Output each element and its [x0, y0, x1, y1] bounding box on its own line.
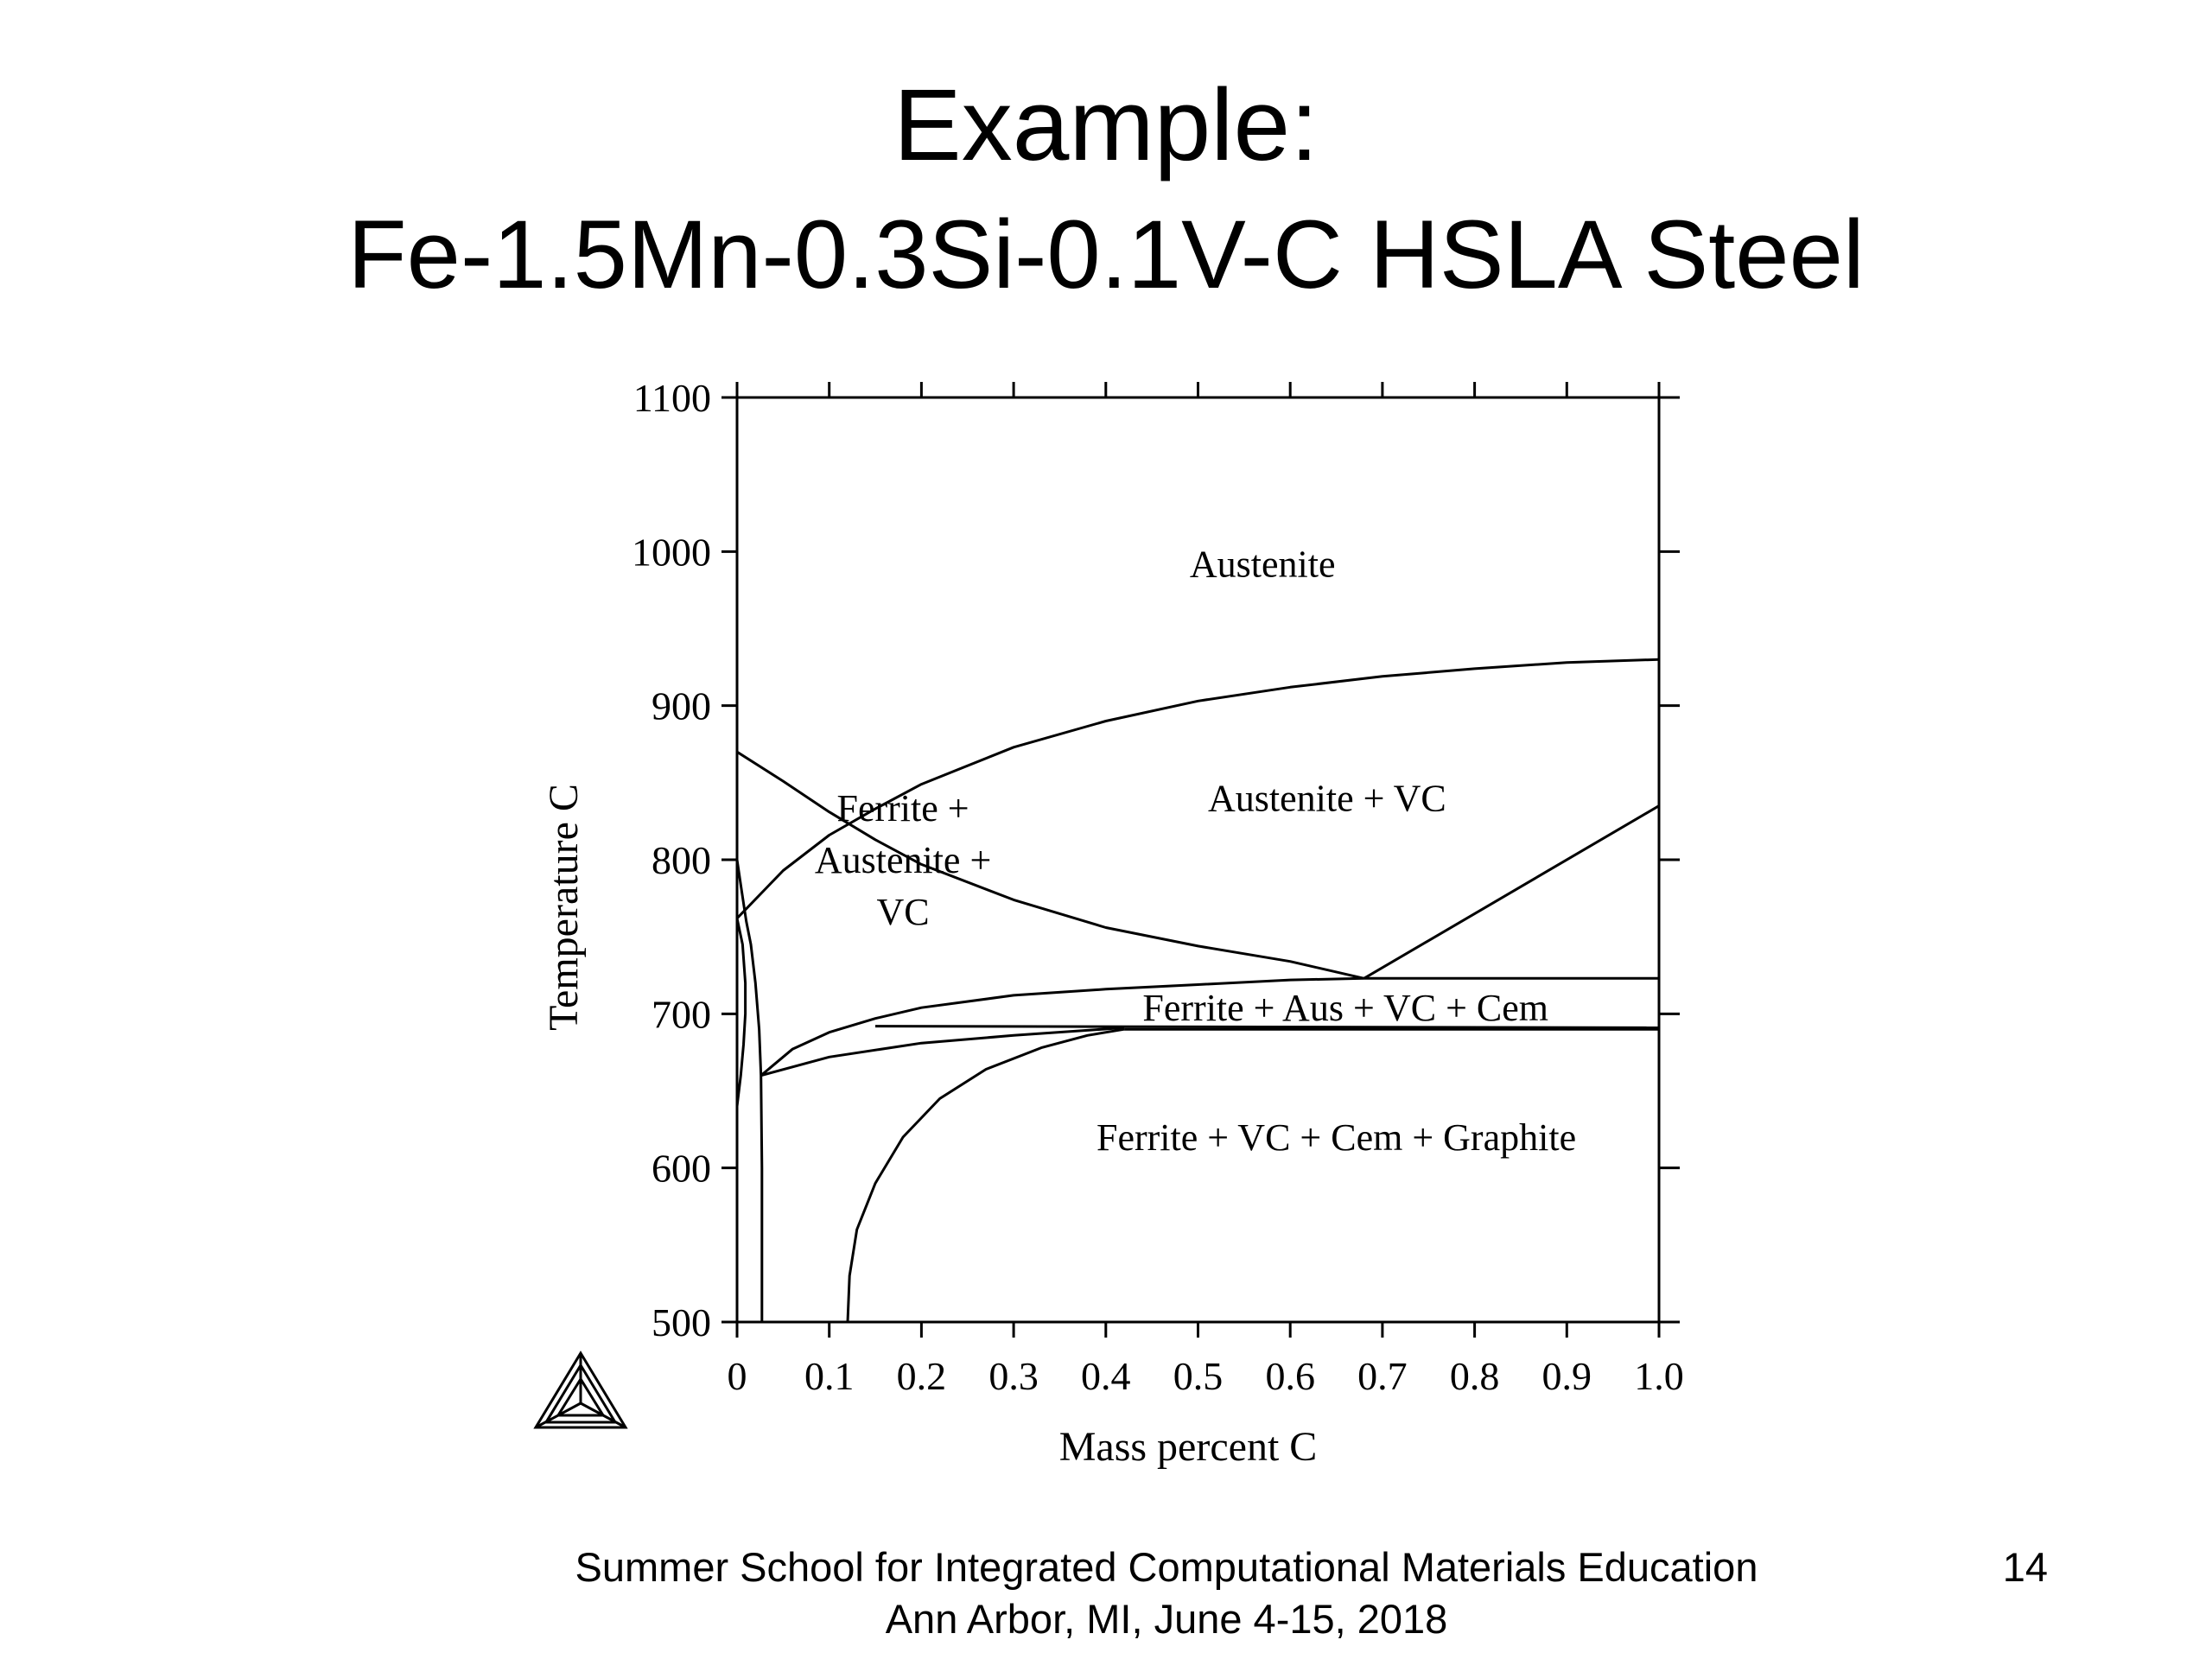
y-axis-label: Temperature C: [541, 784, 587, 1031]
x-tick-label: 0.1: [804, 1354, 855, 1398]
page-number: 14: [2002, 1544, 2048, 1590]
phase-region-label: Ferrite + VC + Cem + Graphite: [1096, 1116, 1577, 1159]
phase-region-label: Austenite: [1189, 543, 1336, 586]
y-tick-label: 900: [652, 683, 711, 728]
phase-region-label: Austenite + VC: [1207, 777, 1446, 820]
phase-boundary-line: [737, 860, 762, 1322]
footer-line-1: Summer School for Integrated Computational Materials Education: [575, 1544, 1758, 1590]
x-axis-ticks: [728, 382, 1684, 1398]
y-tick-label: 600: [652, 1146, 711, 1191]
x-tick-label: 0.9: [1541, 1354, 1592, 1398]
x-tick-label: 0.4: [1081, 1354, 1131, 1398]
y-tick-label: 500: [652, 1300, 711, 1344]
x-tick-label: 0.7: [1357, 1354, 1408, 1398]
x-tick-label: 0.5: [1173, 1354, 1224, 1398]
x-tick-label: 1.0: [1634, 1354, 1684, 1398]
slide-subtitle: Fe-1.5Mn-0.3Si-0.1V-C HSLA Steel: [347, 200, 1865, 308]
slide-title-line: Example:: [893, 68, 1319, 182]
footer-line-2: Ann Arbor, MI, June 4-15, 2018: [885, 1596, 1448, 1642]
phase-boundary-line: [848, 1029, 1124, 1322]
phase-region-label: Ferrite + Austenite + VC: [814, 787, 992, 933]
slide-footer: [432, 1541, 1901, 1645]
y-tick-label: 1100: [632, 376, 711, 420]
phase-region-label: Ferrite + Aus + VC + Cem: [1142, 987, 1549, 1030]
phase-boundary-line: [761, 1027, 1124, 1075]
x-tick-label: 0: [727, 1354, 747, 1398]
x-tick-label: 0.2: [896, 1354, 947, 1398]
y-tick-label: 800: [652, 838, 711, 882]
x-tick-label: 0.6: [1265, 1354, 1315, 1398]
x-axis-label: Mass percent C: [1058, 1424, 1318, 1470]
thermo-calc-logo-icon: [536, 1353, 626, 1427]
phase-boundary-line: [1364, 806, 1659, 979]
phase-region-labels: [815, 543, 1576, 1159]
x-tick-label: 0.3: [988, 1354, 1039, 1398]
x-tick-label: 0.8: [1449, 1354, 1500, 1398]
y-axis-ticks: [632, 376, 1680, 1344]
y-tick-label: 700: [652, 992, 711, 1037]
y-tick-label: 1000: [632, 530, 711, 575]
